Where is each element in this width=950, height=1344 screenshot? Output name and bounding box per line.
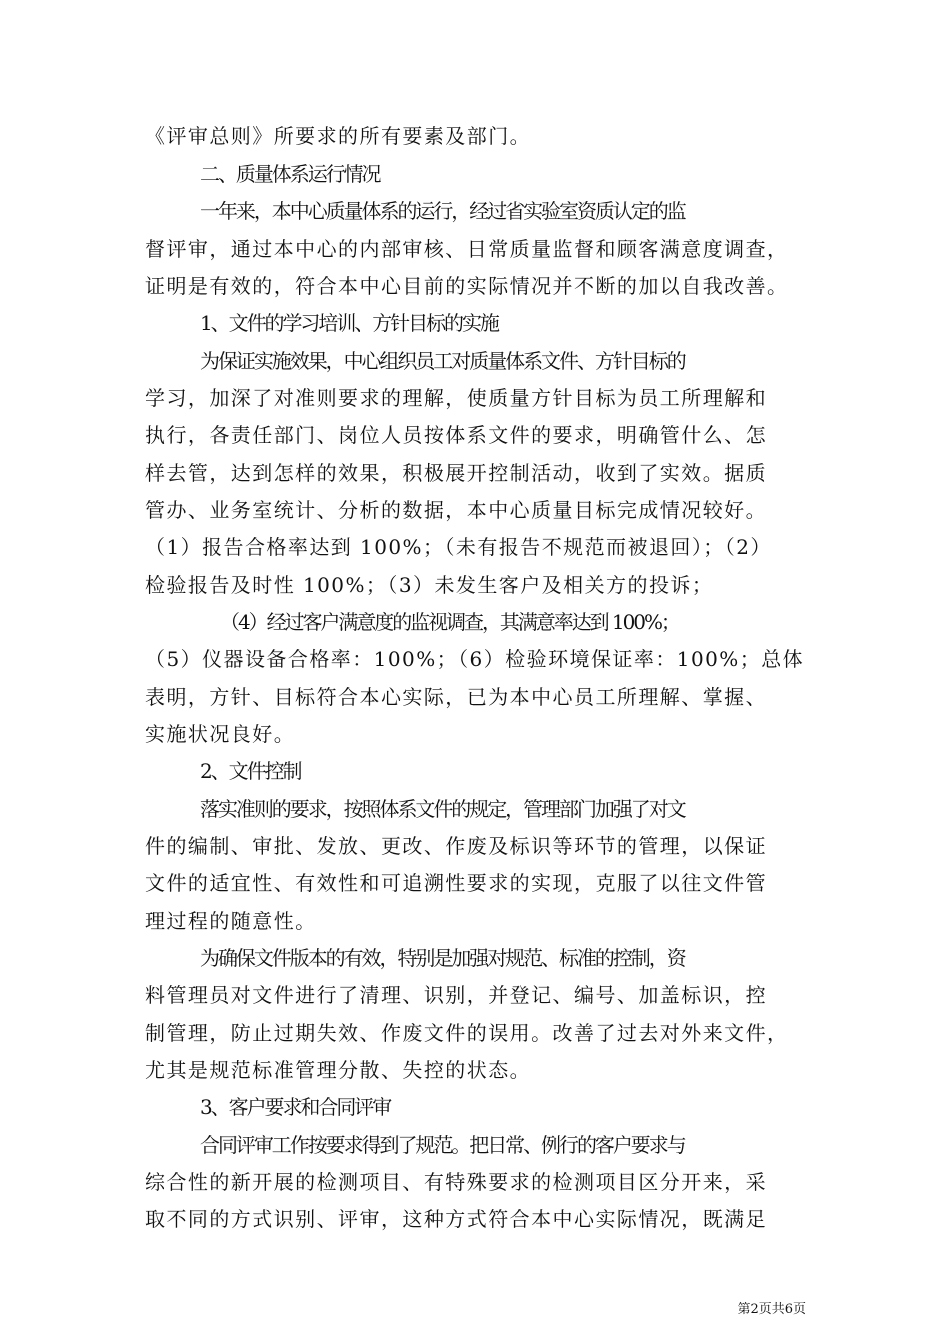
- text-line-21: 文件的适宜性、有效性和可追溯性要求的实现，克服了以往文件管: [145, 871, 768, 895]
- text-line-8: 学习，加深了对准则要求的理解，使质量方针目标为员工所理解和: [145, 386, 768, 410]
- text-line-15: （5）仪器设备合格率：100%；（6）检验环境保证率：100%；总体: [145, 647, 805, 671]
- text-line-9: 执行，各责任部门、岗位人员按体系文件的要求，明确管什么、怎: [145, 423, 768, 447]
- text-line-25: 制管理，防止过期失效、作废文件的误用。改善了过去对外来文件，: [145, 1021, 789, 1045]
- text-line-23: 为确保文件版本的有效，特别是加强对规范、标准的控制，资: [200, 946, 685, 970]
- text-line-24: 料管理员对文件进行了清理、识别，并登记、编号、加盖标识，控: [145, 983, 768, 1007]
- text-line-17: 实施状况良好。: [145, 722, 296, 746]
- text-line-5: 证明是有效的，符合本中心目前的实际情况并不断的加以自我改善。: [145, 274, 789, 298]
- text-line-7: 为保证实施效果，中心组织员工对质量体系文件、方针目标的: [200, 349, 685, 373]
- subheading-contract-review: 3、客户要求和合同评审: [200, 1095, 391, 1119]
- text-line-16: 表明，方针、目标符合本心实际，已为本中心员工所理解、掌握、: [145, 685, 768, 709]
- text-line-26: 尤其是规范标准管理分散、失控的状态。: [145, 1058, 532, 1082]
- subheading-document-training: 1、文件的学习培训、方针目标的实施: [200, 311, 498, 335]
- page-number-footer: 第2页共6页: [737, 1302, 806, 1317]
- text-line-22: 理过程的随意性。: [145, 909, 317, 933]
- text-line-4: 督评审，通过本中心的内部审核、日常质量监督和顾客满意度调查，: [145, 237, 789, 261]
- section-heading-quality-system: 二、质量体系运行情况: [200, 162, 380, 186]
- text-line-11: 管办、业务室统计、分析的数据，本中心质量目标完成情况较好。: [145, 498, 768, 522]
- text-line-1: 《评审总则》所要求的所有要素及部门。: [145, 124, 532, 148]
- text-line-29: 综合性的新开展的检测项目、有特殊要求的检测项目区分开来，采: [145, 1170, 768, 1194]
- text-line-30: 取不同的方式识别、评审，这种方式符合本中心实际情况，既满足: [145, 1207, 768, 1231]
- text-line-14: （4）经过客户满意度的监视调查，其满意率达到 100%；: [220, 610, 679, 634]
- text-line-28: 合同评审工作按要求得到了规范。把日常、例行的客户要求与: [200, 1133, 685, 1157]
- text-line-19: 落实准则的要求，按照体系文件的规定，管理部门加强了对文: [200, 797, 685, 821]
- text-line-20: 件的编制、审批、发放、更改、作废及标识等环节的管理，以保证: [145, 834, 768, 858]
- text-line-3: 一年来，本中心质量体系的运行，经过省实验室资质认定的监: [200, 199, 685, 223]
- text-line-13: 检验报告及时性 100%；（3）未发生客户及相关方的投诉；: [145, 573, 714, 597]
- text-line-10: 样去管，达到怎样的效果，积极展开控制活动，收到了实效。据质: [145, 461, 768, 485]
- text-line-12: （1）报告合格率达到 100%；（未有报告不规范而被退回）；（2）: [145, 535, 772, 559]
- subheading-document-control: 2、文件控制: [200, 759, 301, 783]
